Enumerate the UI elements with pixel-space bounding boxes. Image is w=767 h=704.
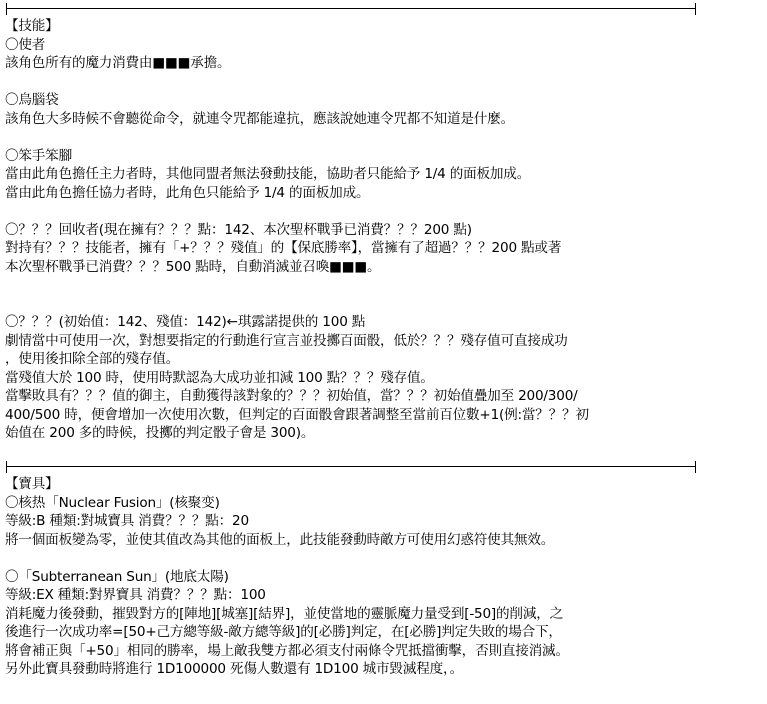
noble-phantasm-description: 消耗魔力後發動，摧毀對方的[陣地][城塞][結界]，並使當地的靈脈魔力量受到[-50]的削減，之 [5,605,563,622]
noble-phantasm-stats: 等級:B 種類:對城寶具 消費？？？點：20 [5,513,249,529]
noble-phantasm-stats: 等級:EX 種類:對界寶具 消費？？？點：100 [5,587,266,603]
skill-title: 〇？？？回收者(現在擁有？？？點：142、本次聖杯戰爭已消費？？？200 點) [5,221,472,238]
skill-description: ，使用後扣除全部的殘存值。 [5,351,180,367]
noble-phantasm-description: 將會補正與「+50」相同的勝率，場上敵我雙方都必須支付兩條令咒抵擋衝擊，否則直接消滅。 [5,642,569,659]
noble-phantasm-title: 〇「Subterranean Sun」(地底太陽) [5,568,229,585]
noble-phantasm-description: 另外此寶具發動時將進行 1D100000 死傷人數還有 1D100 城市毀滅程度，。 [5,661,463,677]
skill-description: 對持有？？？技能者，擁有「+？？？殘值」的【保底勝率】，當擁有了超過？？？200 點或著 [5,240,562,256]
skill-description: 該角色大多時候不會聽從命令，就連令咒都能違抗，應該說她連令咒都不知道是什麼。 [5,110,514,127]
skill-description: 始值在 200 多的時候，投擲的判定骰子會是 300)。 [5,425,315,441]
top-divider [6,3,696,15]
noble-phantasm-title: 〇核热「Nuclear Fusion」(核聚变) [5,494,220,511]
skill-description: 該角色所有的魔力消費由■■■承擔。 [5,55,231,71]
middle-divider [6,461,696,473]
skill-title: 〇？？？(初始值：142、殘值：142)←琪露諾提供的 100 點 [5,314,366,330]
skill-title: 〇笨手笨腳 [5,147,72,164]
skill-description: 當殘值大於 100 時，使用時默認為大成功並扣減 100 點？？？殘存值。 [5,369,434,386]
skill-description: 本次聖杯戰爭已消費？？？500 點時，自動消滅並召喚■■■。 [5,258,381,275]
noble-phantasm-description: 後進行一次成功率=[50+己方總等級-敵方總等級]的[必勝]判定，在[必勝]判定失敗的場合下， [5,624,562,640]
noble-phantasm-description: 將一個面板變為零，並使其值改為其他的面板上，此技能發動時敵方可使用幻惑符使其無效。 [5,531,555,548]
skills-header: 【技能】 [5,18,59,34]
skill-description: 當由此角色擔任協力者時，此角色只能給予 1/4 的面板加成。 [5,184,370,201]
skill-description: 劇情當中可使用一次，對想要指定的行動進行宣言並投擲百面骰，低於？？？殘存值可直接成功 [5,332,568,349]
skill-description: 當擊敗具有？？？值的御主，自動獲得該對象的？？？初始值，當？？？初始值疊加至 200/300/ [5,388,578,404]
skills-section [5,17,705,443]
skill-description: 當由此角色擔任主力者時，其他同盟者無法發動技能，協助者只能給予 1/4 的面板加成。 [5,166,531,182]
skill-title: 〇烏腦袋 [5,92,59,108]
noble-phantasm-section [5,475,705,679]
skill-title: 〇使者 [5,36,46,53]
noble-phantasm-header: 【寶具】 [5,476,59,492]
skill-description: 400/500 時，便會增加一次使用次數，但判定的百面骰會跟著調整至當前百位數+1(例:當？？？初 [5,406,589,423]
